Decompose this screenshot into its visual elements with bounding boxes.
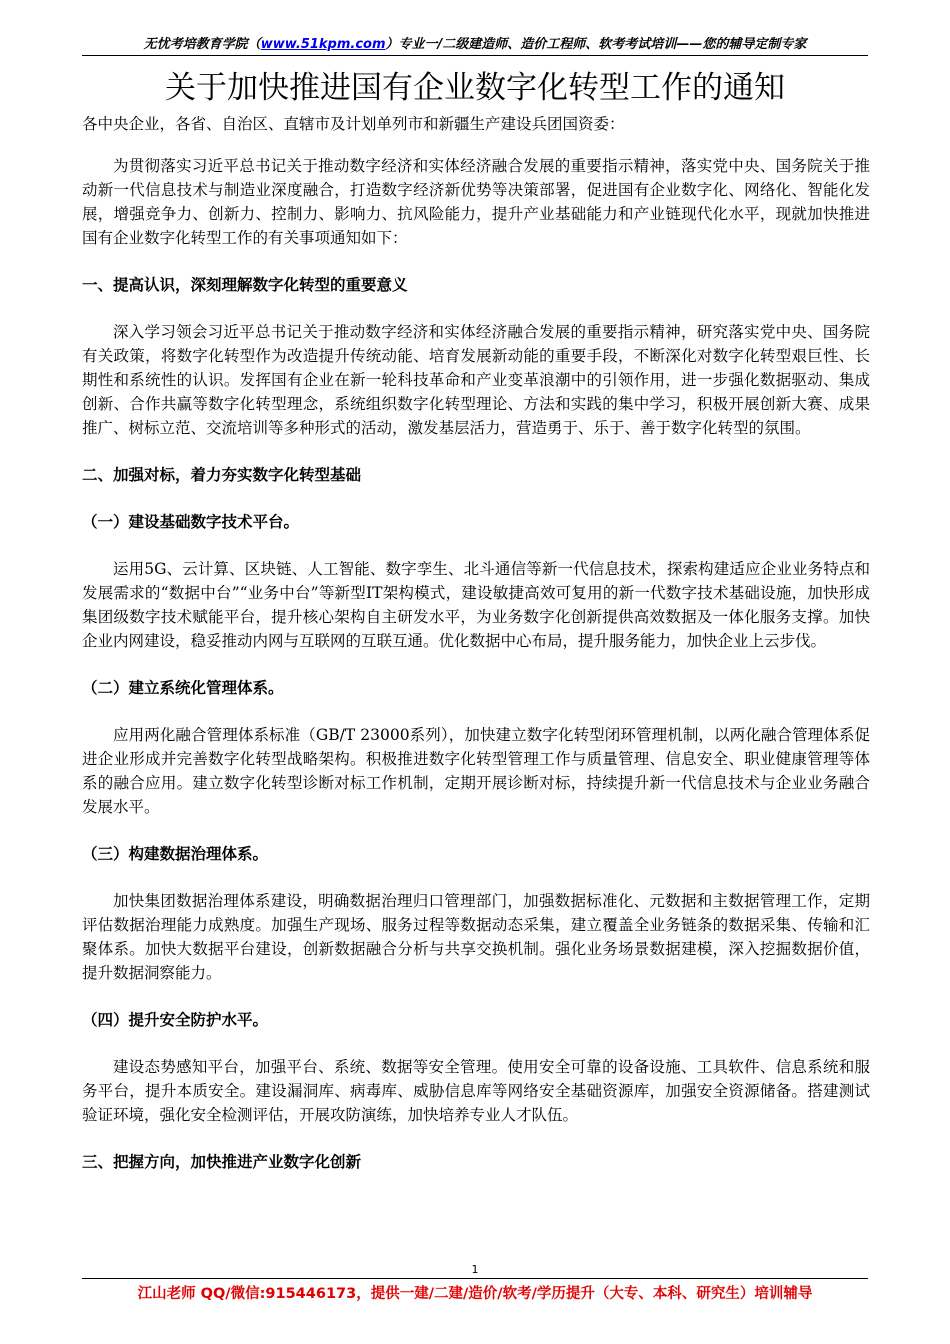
subsection-2-3-heading: （三）构建数据治理体系。 <box>82 845 269 863</box>
header-highlight: 二级建造师、造价工程师、软考考试培训 <box>442 37 677 52</box>
page-header <box>82 33 868 56</box>
subsection-2-1-heading: （一）建设基础数字技术平台。 <box>82 513 300 531</box>
section-3-heading: 三、把握方向，加快推进产业数字化创新 <box>82 1153 362 1171</box>
document-title: 关于加快推进国有企业数字化转型工作的通知 <box>165 70 785 106</box>
section-2-heading: 二、加强对标，着力夯实数字化转型基础 <box>82 466 362 484</box>
header-prefix: 无忧考培教育学院（ <box>143 37 261 52</box>
intro-paragraph: 为贯彻落实习近平总书记关于推动数字经济和实体经济融合发展的重要指示精神，落实党中央、国务院关于推动新一代信息技术与制造业深度融合，打造数字经济新优势等决策部署，促进国有企业数字化、网络化、智能化发展，增强竞争力、创新力、控制力、影响力、抗风险能力，提升产业基础能力和产业链现代化水平，现就加快推进国有企业数字化转型工作的有关事项通知如下： <box>82 157 870 247</box>
section-1-heading: 一、提高认识，深刻理解数字化转型的重要意义 <box>82 276 408 294</box>
page-number: 1 <box>471 1263 479 1276</box>
addressee: 各中央企业，各省、自治区、直辖市及计划单列市和新疆生产建设兵团国资委： <box>82 115 625 133</box>
subsection-2-1-paragraph: 运用5G、云计算、区块链、人工智能、数字孪生、北斗通信等新一代信息技术，探索构建适应企业业务特点和发展需求的“数据中台”“业务中台”等新型IT架构模式，建设敏捷高效可复用的新一代数字技术基础设施，加快形成集团级数字技术赋能平台，提升核心架构自主研发水平，为业务数字化创新提供高效数据及一体化服务支撑。加快企业内网建设，稳妥推动内网与互联网的互联互通。优化数据中心布局，提升服务能力，加快企业上云步伐。 <box>82 560 870 650</box>
subsection-2-3-paragraph: 加快集团数据治理体系建设，明确数据治理归口管理部门，加强数据标准化、元数据和主数据管理工作，定期评估数据治理能力成熟度。加强生产现场、服务过程等数据动态采集，建立覆盖全业务链条的数据采集、传输和汇聚体系。加快大数据平台建设，创新数据融合分析与共享交换机制。强化业务场景数据建模，深入挖掘数据价值，提升数据洞察能力。 <box>82 892 870 982</box>
header-mid: ）专业一/ <box>385 37 443 52</box>
header-website-link[interactable]: www.51kpm.com <box>260 37 386 52</box>
subsection-2-4-heading: （四）提升安全防护水平。 <box>82 1011 269 1029</box>
section-1-paragraph: 深入学习领会习近平总书记关于推动数字经济和实体经济融合发展的重要指示精神，研究落实党中央、国务院有关政策，将数字化转型作为改造提升传统动能、培育发展新动能的重要手段，不断深化对数字化转型艰巨性、长期性和系统性的认识。发挥国有企业在新一轮科技革命和产业变革浪潮中的引领作用，进一步强化数据驱动、集成创新、合作共赢等数字化转型理念，系统组织数字化转型理论、方法和实践的集中学习，积极开展创新大赛、成果推广、树标立范、交流培训等多种形式的活动，激发基层活力，营造勇于、乐于、善于数字化转型的氛围。 <box>82 323 870 437</box>
document-body <box>82 112 870 1197</box>
page-footer: 江山老师 QQ/微信:915446173，提供一建/二建/造价/软考/学历提升（大专、本科、研究生）培训辅导 <box>82 1278 868 1309</box>
subsection-2-2-heading: （二）建立系统化管理体系。 <box>82 679 284 697</box>
header-suffix: ——您的辅导定制专家 <box>676 37 807 52</box>
subsection-2-2-paragraph: 应用两化融合管理体系标准（GB/T 23000系列），加快建立数字化转型闭环管理机制，以两化融合管理体系促进企业形成并完善数字化转型战略架构。积极推进数字化转型管理工作与质量管理、信息安全、职业健康管理等体系的融合应用。建立数字化转型诊断对标工作机制，定期开展诊断对标，持续提升新一代信息技术与企业业务融合发展水平。 <box>82 726 870 816</box>
subsection-2-4-paragraph: 建设态势感知平台，加强平台、系统、数据等安全管理。使用安全可靠的设备设施、工具软件、信息系统和服务平台，提升本质安全。建设漏洞库、病毒库、威胁信息库等网络安全基础资源库，加强安全资源储备。搭建测试验证环境，强化安全检测评估，开展攻防演练，加快培养专业人才队伍。 <box>82 1058 870 1124</box>
